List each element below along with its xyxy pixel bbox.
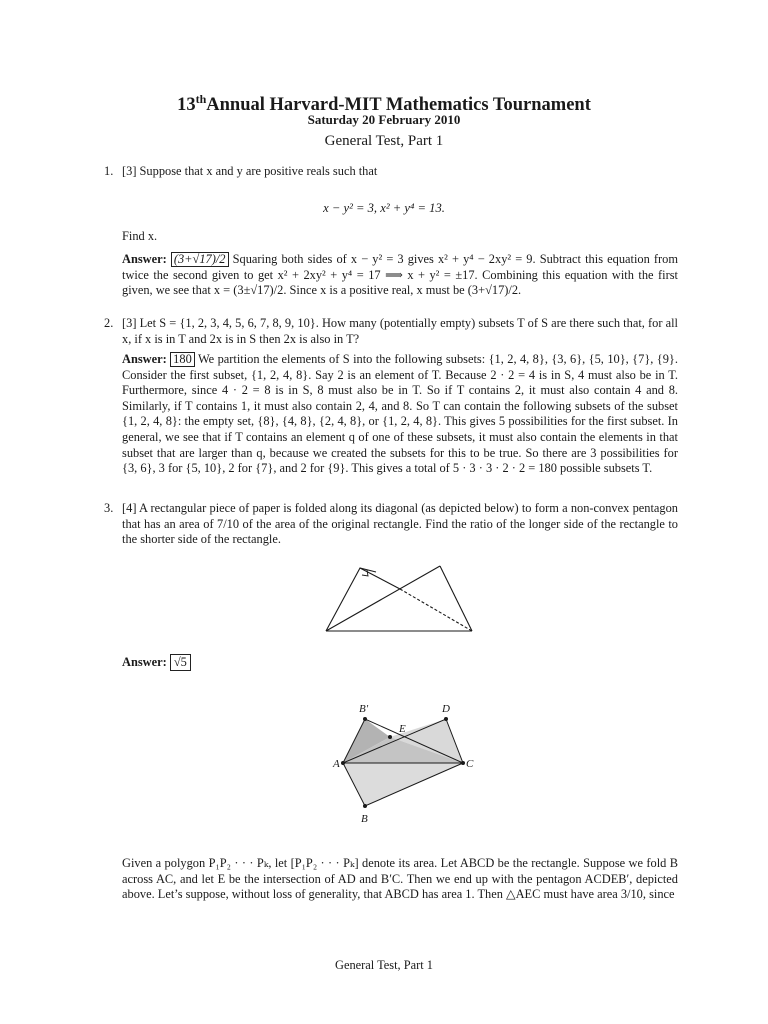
problem-3-answer: Answer: √5: [122, 654, 191, 671]
label-a: A: [333, 758, 340, 770]
page-footer: General Test, Part 1: [335, 958, 433, 972]
problem-1-answer: Answer: (3+√17)/2 Squaring both sides of x − y² = 3 gives x² + y⁴ − 2xy² = 9. Subtract this equation from twice the second given to get x² + 2xy² + y⁴ = 17 ⟹ x + y² = ±17. Combining this equation with the first given, we see that x = (3±√17)/2. Since x is a positive real, x must be (3+√17)/2.: [122, 252, 678, 298]
label-d: D: [442, 703, 450, 715]
page-title: 13thAnnual Harvard-MIT Mathematics Tournament: [177, 92, 591, 116]
label-b: B: [361, 813, 368, 825]
label-e: E: [399, 723, 406, 735]
fold-figure: [320, 560, 480, 636]
problem-1-equation: x − y² = 3, x² + y⁴ = 13.: [323, 201, 445, 215]
label-b-prime: B′: [359, 703, 369, 715]
pentagon-figure: [330, 698, 480, 828]
problem-3-solution: Given a polygon P₁P₂ · · · Pₖ, let [P₁P₂ · · · Pₖ] denote its area. Let ABCD be the rectangle. Suppose we fold B across AC, and let E be the intersection of AD and B′C. Then we end up with the pentagon ACDEB′, depicted above. Let’s suppose, without loss of generality, that ABCD has area 1. Then △AEC must have area 3/10, since: [122, 856, 678, 902]
problem-3-answer-box: √5: [170, 654, 191, 671]
problem-1-find: Find x.: [122, 229, 158, 243]
label-c: C: [466, 758, 474, 770]
problem-2-answer: Answer: 180 We partition the elements of S into the following subsets: {1, 2, 4, 8}, {3, 6}, {5, 10}, {7}, {9}. Consider the first subset, {1, 2, 4, 8}. Say 2 is an element of T. Because 2 · 2 = 4 is in S, 4 must also be in T. Furthermore, since 4 · 2 = 8 is in S, 8 must also be in T. So if T contains 2, it must also contain 4 and 8. Similarly, if T contains 1, it must also contain 2, 4, and 8. So T can contain the following subsets of the subset {1, 2, 4, 8}: the empty set, {8}, {4, 8}, {2, 4, 8}, or {1, 2, 4, 8}. This gives 5 possibilities for the first subset. In general, we see that if T contains an element q of one of these subsets, it must also contain the elements in that subset that are larger than q, because we created the subsets for this to be true. So there are 3 possibilities for {3, 6}, 3 for {5, 10}, 2 for {7}, and 2 for {9}. This gives a total of 5 · 3 · 3 · 2 · 2 = 180 possible subsets T.: [122, 352, 678, 476]
problem-1-statement: 1. [3] Suppose that x and y are positive reals such that: [104, 164, 378, 178]
page-date: Saturday 20 February 2010: [307, 112, 461, 127]
problem-3-statement: 3. [4] A rectangular piece of paper is folded along its diagonal (as depicted below) to form a non-convex pentagon that has an area of 7/10 of the area of the original rectangle. Find the ratio of the longer side of the rectangle to the shorter side of the rectangle.: [104, 501, 678, 547]
problem-2-statement: 2. [3] Let S = {1, 2, 3, 4, 5, 6, 7, 8, 9, 10}. How many (potentially empty) subsets T of S are there such that, for all x, if x is in T and 2x is in S then 2x is also in T?: [104, 316, 678, 346]
problem-2-answer-box: 180: [170, 352, 195, 367]
section-title: General Test, Part 1: [324, 133, 444, 149]
problem-1-answer-box: (3+√17)/2: [171, 252, 229, 267]
